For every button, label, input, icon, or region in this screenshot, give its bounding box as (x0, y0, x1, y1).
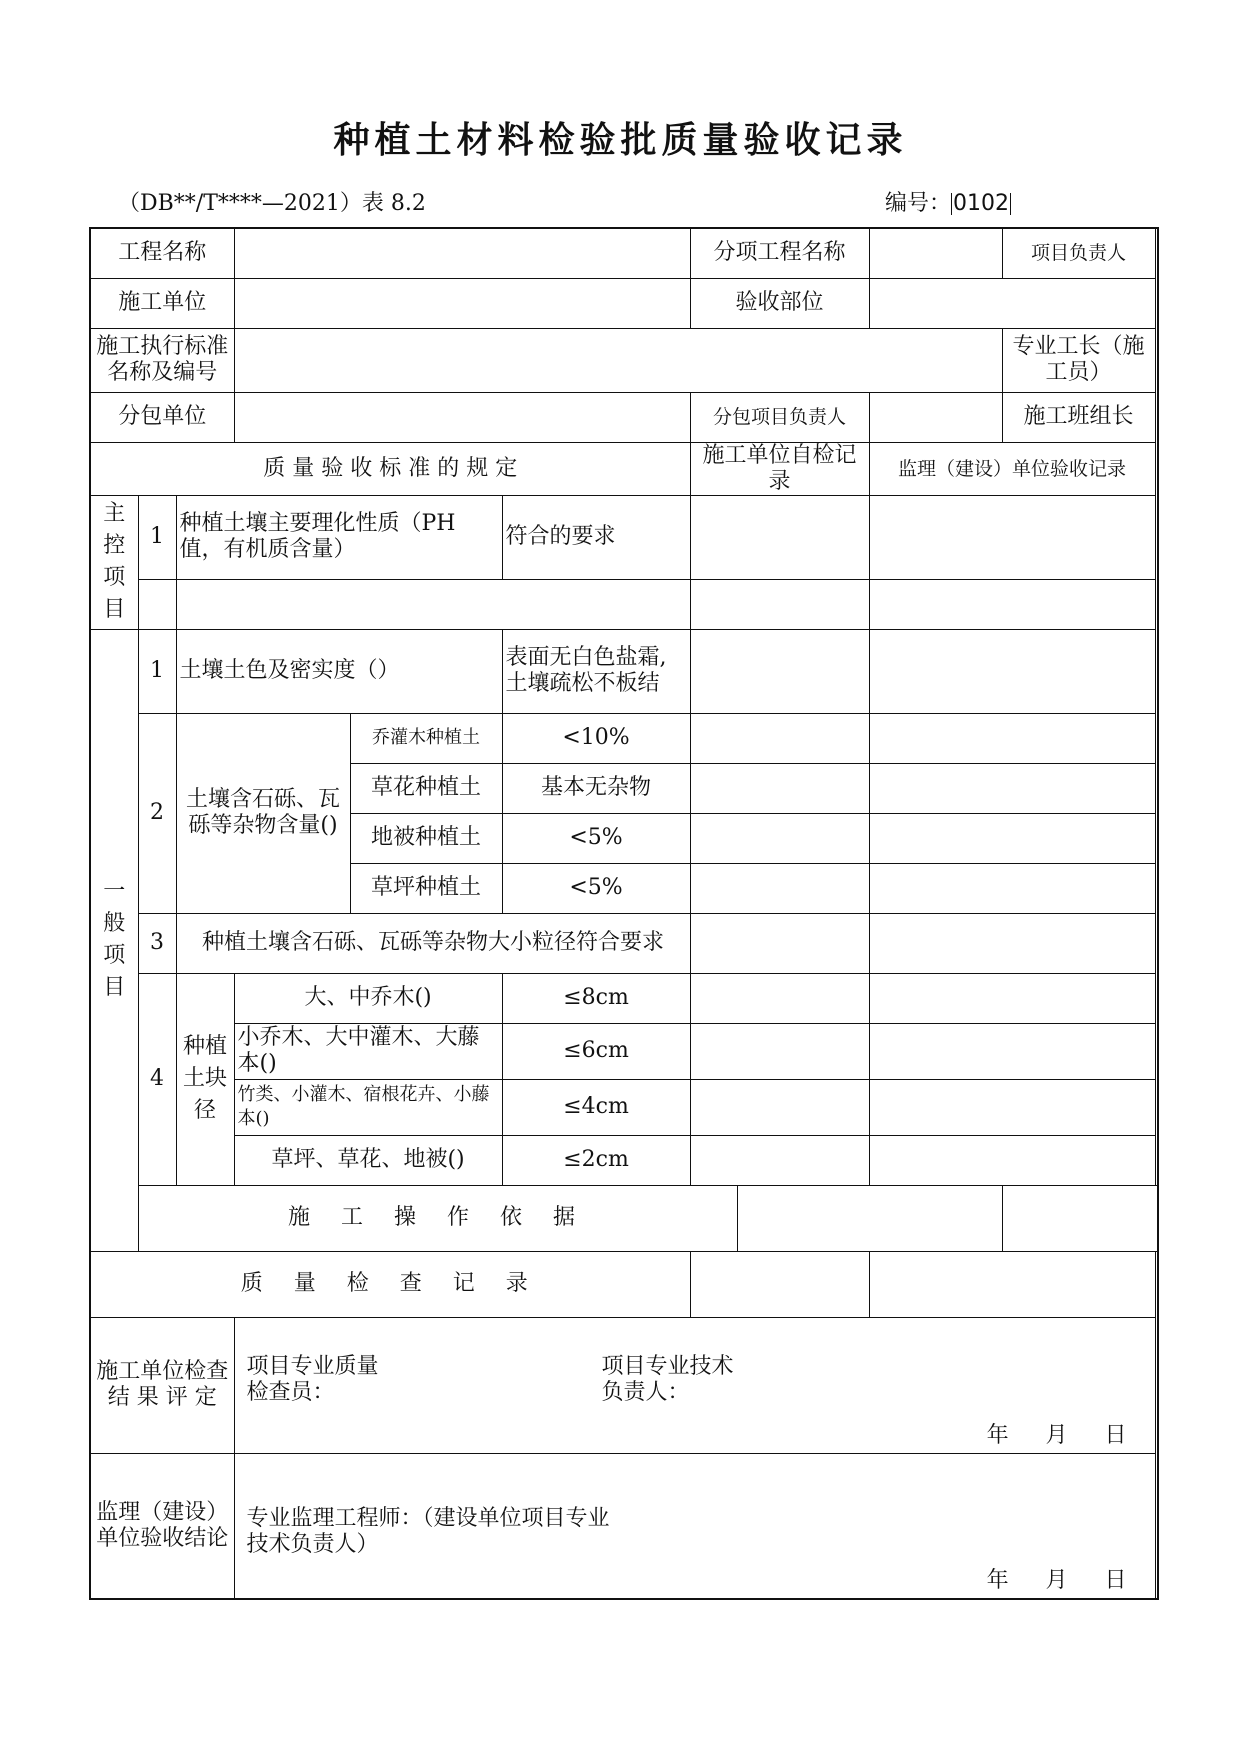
serial-label: 编号： (885, 191, 952, 216)
general-item4-self-check-2[interactable] (690, 1023, 869, 1079)
general-item4-type-1: 大、中乔木() (234, 973, 502, 1023)
general-item4-req-3: ≤4cm (502, 1079, 690, 1135)
general-item2-type-3: 地被种植土 (350, 813, 502, 863)
quality-inspector-label: 项目专业质量检查员： (246, 1353, 379, 1405)
general-item3-no: 3 (138, 913, 176, 973)
general-item2-req-3: <5% (502, 813, 690, 863)
general-item2-self-check-4[interactable] (690, 863, 869, 913)
general-item1-req: 表面无白色盐霜,土壤疏松不板结 (502, 629, 690, 713)
general-item4-supervision-2[interactable] (869, 1023, 1155, 1079)
general-item2-type-4: 草坪种植土 (350, 863, 502, 913)
general-item1-supervision[interactable] (869, 629, 1155, 713)
self-check-header: 施工单位自检记录 (690, 442, 869, 495)
acceptance-part-field[interactable] (869, 278, 1155, 328)
general-item2-supervision-2[interactable] (869, 763, 1155, 813)
acceptance-part-label: 验收部位 (690, 278, 869, 328)
foreman-label: 专业工长（施工员） (1002, 328, 1155, 392)
project-leader-label: 项目负责人 (1002, 228, 1155, 278)
supervision-header: 监理（建设）单位验收记录 (869, 442, 1155, 495)
general-item2-supervision-4[interactable] (869, 863, 1155, 913)
sub-project-name-field[interactable] (869, 228, 1002, 278)
inspection-record-table (89, 227, 1159, 1600)
construction-eval-area[interactable] (234, 1317, 1155, 1453)
general-item3-self-check[interactable] (690, 913, 869, 973)
general-item3-supervision[interactable] (869, 913, 1155, 973)
main-empty-supervision[interactable] (869, 579, 1155, 629)
general-item1-self-check[interactable] (690, 629, 869, 713)
general-item3-desc: 种植土壤含石砾、瓦砾等杂物大小粒径符合要求 (176, 913, 690, 973)
exec-standard-label: 施工执行标准名称及编号 (90, 328, 234, 392)
main-item-desc: 种植土壤主要理化性质（PH 值，有机质含量） (176, 495, 502, 579)
general-item4-no: 4 (138, 973, 176, 1185)
general-item2-supervision-1[interactable] (869, 713, 1155, 763)
general-item4-desc: 种植土块径 (176, 973, 234, 1185)
project-name-label: 工程名称 (90, 228, 234, 278)
general-item4-type-2: 小乔木、大中灌木、大藤本() (234, 1023, 502, 1079)
operation-basis-label: 施 工 操 作 依 据 (138, 1185, 737, 1251)
main-empty-self-check[interactable] (690, 579, 869, 629)
construction-eval-label: 施工单位检查结 果 评 定 (90, 1317, 234, 1453)
general-item4-self-check-1[interactable] (690, 973, 869, 1023)
subcontract-unit-field[interactable] (234, 392, 690, 442)
tech-leader-label: 项目专业技术负责人： (601, 1353, 734, 1405)
general-item4-req-4: ≤2cm (502, 1135, 690, 1185)
general-item2-req-1: <10% (502, 713, 690, 763)
general-item4-self-check-4[interactable] (690, 1135, 869, 1185)
exec-standard-field[interactable] (234, 328, 1002, 392)
quality-record-self-check[interactable] (690, 1251, 869, 1317)
supervision-conclusion-label: 监理（建设）单位验收结论 (90, 1453, 234, 1599)
general-item2-req-2: 基本无杂物 (502, 763, 690, 813)
general-item2-req-4: <5% (502, 863, 690, 913)
quality-record-label: 质 量 检 查 记 录 (90, 1251, 690, 1317)
subcontract-leader-label: 分包项目负责人 (690, 392, 869, 442)
general-item4-type-4: 草坪、草花、地被() (234, 1135, 502, 1185)
supervising-engineer-label: 专业监理工程师：（建设单位项目专业技术负责人） (246, 1505, 610, 1557)
main-item-no: 1 (138, 495, 176, 579)
page-title: 种植土材料检验批质量验收记录 (333, 120, 908, 161)
operation-basis-self-check[interactable] (737, 1185, 1002, 1251)
main-control-label: 主控项目 (90, 495, 138, 629)
spec-header: 质 量 验 收 标 准 的 规 定 (90, 442, 690, 495)
construction-unit-label: 施工单位 (90, 278, 234, 328)
general-item4-req-2: ≤6cm (502, 1023, 690, 1079)
general-item2-no: 2 (138, 713, 176, 913)
operation-basis-supervision[interactable] (1002, 1185, 1158, 1251)
quality-record-supervision[interactable] (869, 1251, 1155, 1317)
subcontract-unit-label: 分包单位 (90, 392, 234, 442)
general-item2-type-1: 乔灌木种植土 (350, 713, 502, 763)
general-item1-no: 1 (138, 629, 176, 713)
general-item4-self-check-3[interactable] (690, 1079, 869, 1135)
serial-value[interactable]: 0102 (953, 191, 1010, 216)
general-item4-type-3: 竹类、小灌木、宿根花卉、小藤本() (234, 1079, 502, 1135)
general-item4-supervision-3[interactable] (869, 1079, 1155, 1135)
construction-eval-date: 年 月 日 (986, 1422, 1127, 1448)
general-item4-supervision-4[interactable] (869, 1135, 1155, 1185)
serial-number (885, 186, 1011, 217)
sub-project-name-label: 分项工程名称 (690, 228, 869, 278)
project-name-field[interactable] (234, 228, 690, 278)
subcontract-leader-field[interactable] (869, 392, 1002, 442)
general-item1-desc: 土壤土色及密实度（） (176, 629, 502, 713)
general-item2-self-check-1[interactable] (690, 713, 869, 763)
general-item2-desc: 土壤含石砾、瓦砾等杂物含量() (176, 713, 350, 913)
general-item4-req-1: ≤8cm (502, 973, 690, 1023)
construction-unit-field[interactable] (234, 278, 690, 328)
main-empty-no (138, 579, 176, 629)
general-item2-self-check-3[interactable] (690, 813, 869, 863)
main-item-req: 符合的要求 (502, 495, 690, 579)
team-leader-label: 施工班组长 (1002, 392, 1155, 442)
standard-reference: （DB**/T****—2021）表 8.2 (118, 191, 426, 216)
main-item-self-check[interactable] (690, 495, 869, 579)
main-empty-desc (176, 579, 690, 629)
general-item2-self-check-2[interactable] (690, 763, 869, 813)
general-item2-type-2: 草花种植土 (350, 763, 502, 813)
general-label: 一般项目 (90, 629, 138, 1251)
supervision-conclusion-area[interactable] (234, 1453, 1155, 1599)
general-item2-supervision-3[interactable] (869, 813, 1155, 863)
general-item4-supervision-1[interactable] (869, 973, 1155, 1023)
main-item-supervision[interactable] (869, 495, 1155, 579)
supervision-conclusion-date: 年 月 日 (986, 1568, 1127, 1593)
